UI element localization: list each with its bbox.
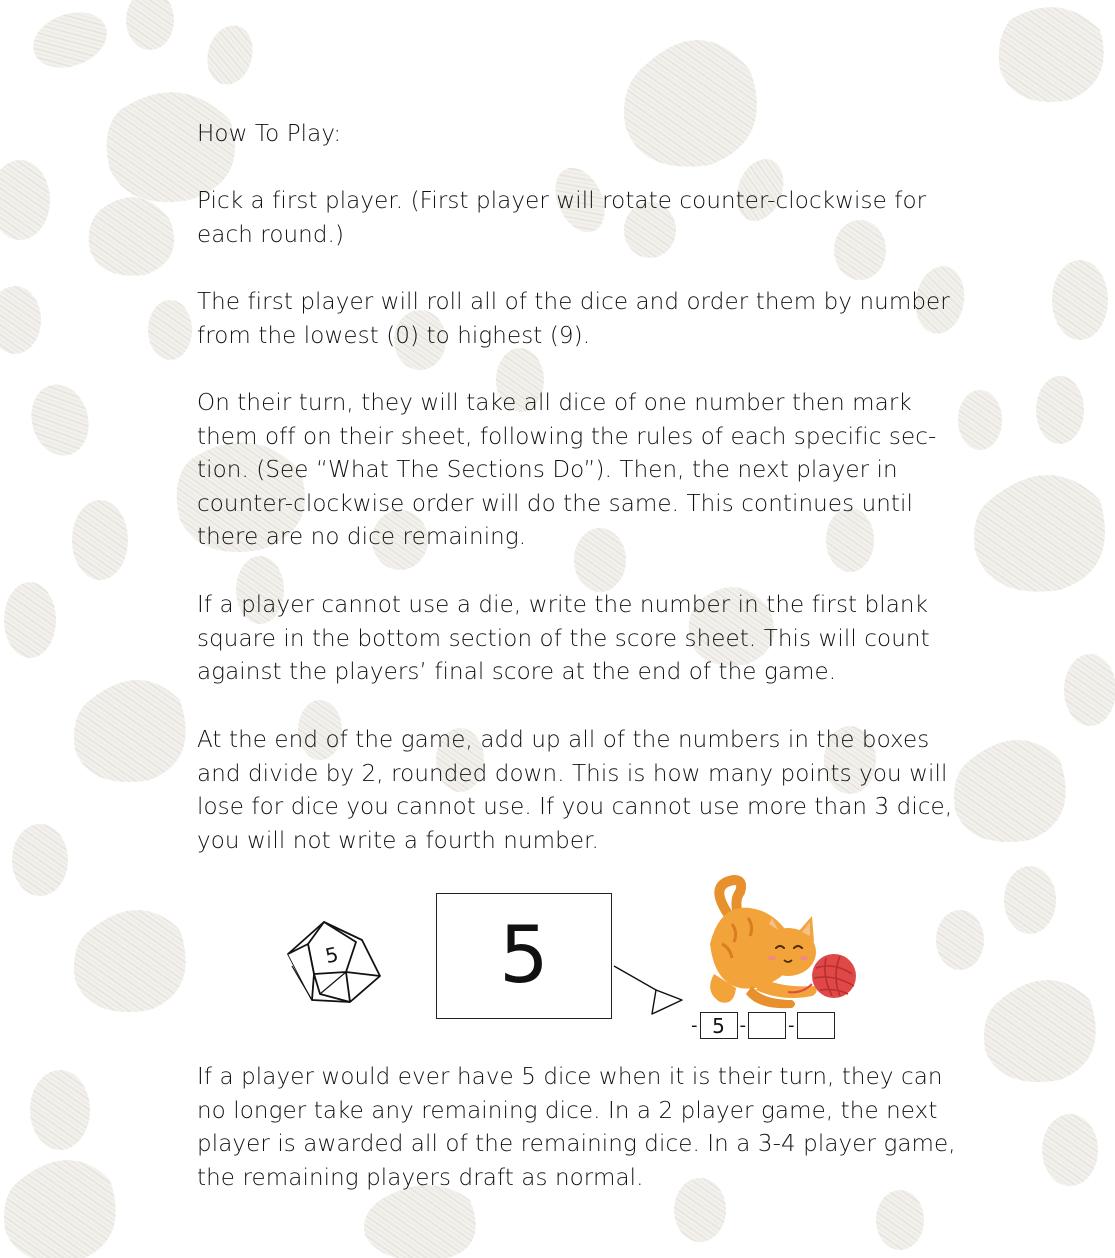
paragraph-line: and divide by 2, rounded down. This is how many points you will [197,760,948,787]
paragraph-end-of-game [197,724,997,858]
paragraph-line: them off on their sheet, following the rules of each specific sec- [197,423,937,450]
score-dash: - [788,1015,795,1036]
paragraph-five-dice [197,1061,997,1195]
paragraph-line: Pick a first player. (First player will rotate counter-clockwise for [197,188,927,214]
paragraph-unused-die [197,589,987,690]
die-face-text: 5 [323,941,341,969]
paragraph-line: square in the bottom section of the score sheet. This will count [197,625,930,652]
score-dash: - [691,1015,698,1036]
example-number: 5 [499,911,549,1001]
paragraph-line: At the end of the game, add up all of the numbers in the boxes [197,727,930,753]
paragraph-line: counter-clockwise order will do the same. This continues until [197,490,914,517]
paragraph-roll-dice [197,286,987,353]
example-number-box [436,893,612,1019]
paragraph-line: you will not write a fourth number. [197,827,599,854]
arrow-icon [612,964,688,1018]
score-box: 5 [700,1012,738,1039]
paragraph-line: The first player will roll all of the dice and order them by number [197,289,950,315]
paragraph-line: no longer take any remaining dice. In a 2 player game, the next [197,1097,938,1124]
score-box [797,1012,835,1039]
paragraph-line: tion. (See “What The Sections Do”). Then, the next player in [197,457,898,484]
paragraph-line: there are no dice remaining. [197,524,527,551]
d10-die-icon [280,914,384,1008]
paragraph-line: If a player would ever have 5 dice when it is their turn, they can [197,1064,943,1090]
example-illustration [276,868,876,1048]
paragraph-line: lose for dice you cannot use. If you cannot use more than 3 dice, [197,794,953,821]
paragraph-line: If a player cannot use a die, write the number in the first blank [197,592,929,618]
paragraph-turn-rules [197,387,957,555]
cat-with-yarn-icon [692,874,862,1012]
score-box [748,1012,786,1039]
paragraph-first-player [197,185,987,252]
score-boxes-row [689,1012,835,1039]
paragraph-line: from the lowest (0) to highest (9). [197,322,591,349]
paragraph-line: each round.) [197,221,345,248]
score-dash: - [739,1015,746,1036]
page-heading: How To Play: [197,121,342,147]
paragraph-line: the remaining players draft as normal. [197,1164,644,1191]
paragraph-line: player is awarded all of the remaining dice. In a 3-4 player game, [197,1131,956,1158]
paragraph-line: On their turn, they will take all dice of one number then mark [197,390,912,416]
paragraph-line: against the players’ final score at the end of the game. [197,659,837,686]
